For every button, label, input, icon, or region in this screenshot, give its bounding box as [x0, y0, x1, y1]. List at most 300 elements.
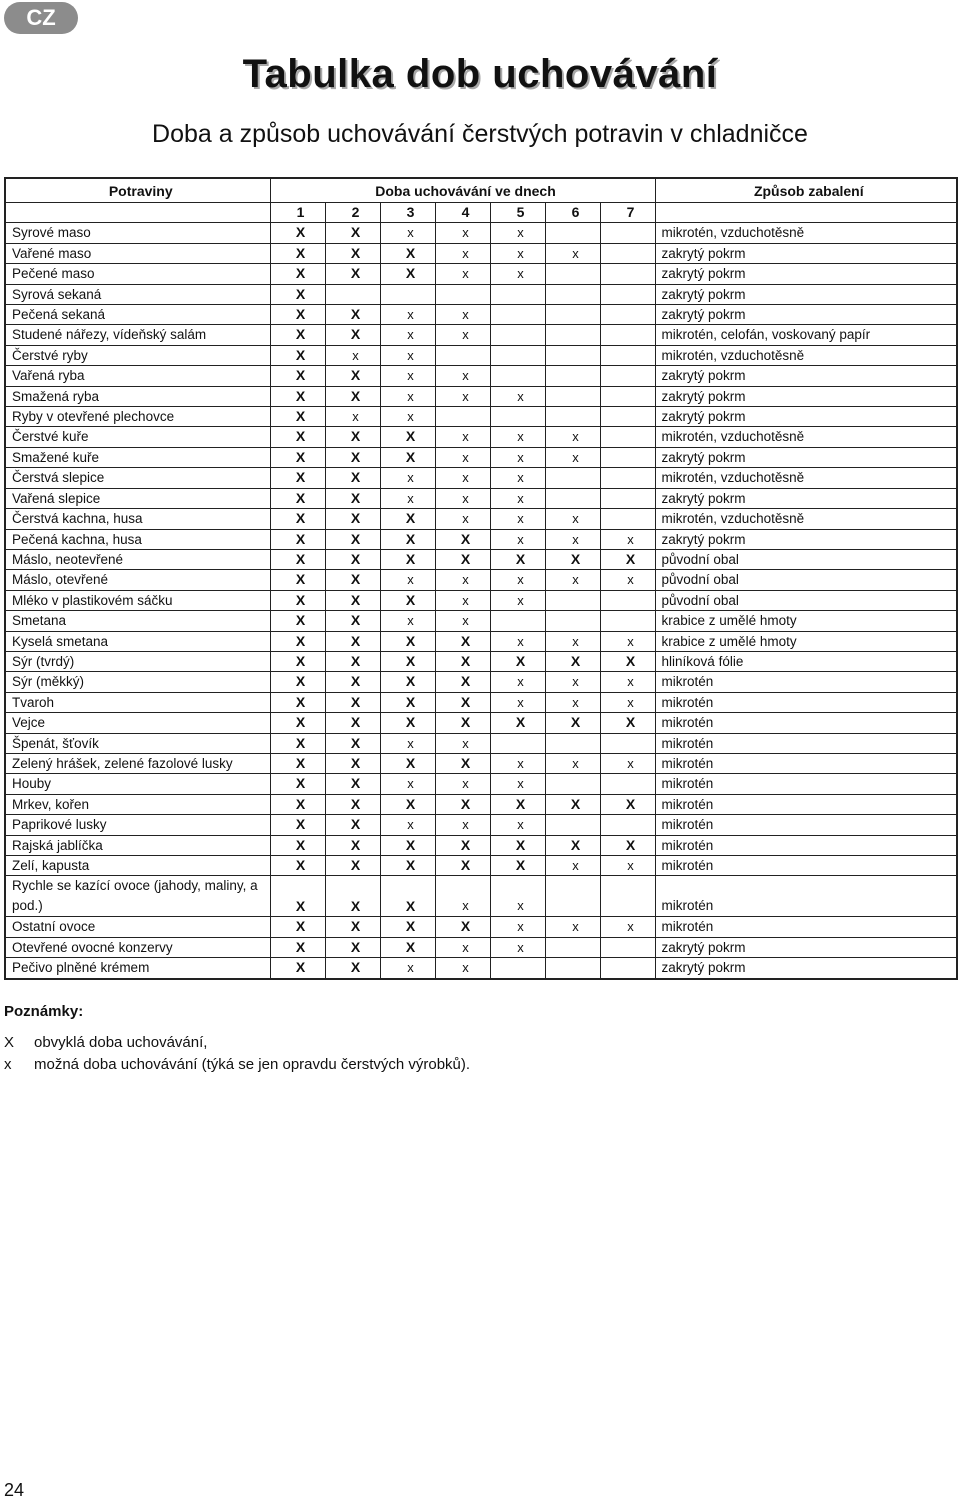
- day-3-cell: X: [380, 651, 435, 671]
- day-2-cell: X: [325, 794, 380, 814]
- packaging-cell: zakrytý pokrm: [655, 386, 957, 406]
- food-cell: Kyselá smetana: [5, 631, 270, 651]
- food-cell: Otevřené ovocné konzervy: [5, 937, 270, 957]
- day-3-cell: x: [380, 815, 435, 835]
- day-7-cell: X: [600, 713, 655, 733]
- day-4-cell: x: [435, 386, 490, 406]
- day-1-cell: X: [270, 692, 325, 712]
- day-6-cell: x: [545, 509, 600, 529]
- day-2-cell: x: [325, 345, 380, 365]
- table-row: [5, 692, 957, 712]
- day-6-cell: x: [545, 917, 600, 937]
- day-5-cell: x: [490, 631, 545, 651]
- table-row: [5, 488, 957, 508]
- day-1-cell: X: [270, 529, 325, 549]
- day-1-cell: X: [270, 549, 325, 569]
- day-3-cell: X: [380, 447, 435, 467]
- food-cell: Mrkev, kořen: [5, 794, 270, 814]
- day-4-cell: X: [435, 713, 490, 733]
- day-5-cell: [490, 366, 545, 386]
- food-cell: Vařená ryba: [5, 366, 270, 386]
- food-cell: Zelí, kapusta: [5, 856, 270, 876]
- day-number-header: 4: [435, 203, 490, 223]
- day-6-cell: [545, 325, 600, 345]
- day-7-cell: x: [600, 753, 655, 773]
- day-2-cell: X: [325, 305, 380, 325]
- packaging-cell: mikrotén, vzduchotěsně: [655, 427, 957, 447]
- day-7-cell: [600, 325, 655, 345]
- day-2-cell: X: [325, 590, 380, 610]
- day-7-cell: [600, 937, 655, 957]
- day-4-cell: X: [435, 631, 490, 651]
- day-1-cell: X: [270, 835, 325, 855]
- day-4-cell: x: [435, 427, 490, 447]
- food-cell: Vařená slepice: [5, 488, 270, 508]
- day-7-cell: [600, 509, 655, 529]
- packaging-cell: mikrotén, vzduchotěsně: [655, 223, 957, 243]
- food-cell: Pečivo plněné krémem: [5, 958, 270, 979]
- page-number: 24: [4, 1480, 25, 1500]
- table-row: [5, 407, 957, 427]
- note-symbol: x: [4, 1056, 12, 1073]
- day-2-cell: X: [325, 733, 380, 753]
- packaging-cell: hliníková fólie: [655, 651, 957, 671]
- food-cell: Zelený hrášek, zelené fazolové lusky: [5, 753, 270, 773]
- day-4-cell: x: [435, 958, 490, 979]
- day-4-cell: X: [435, 856, 490, 876]
- day-3-cell: x: [380, 488, 435, 508]
- table-row: [5, 876, 957, 917]
- table-row: [5, 305, 957, 325]
- day-7-cell: [600, 447, 655, 467]
- packaging-cell: mikrotén: [655, 794, 957, 814]
- day-2-cell: X: [325, 774, 380, 794]
- table-row: [5, 549, 957, 569]
- page-title: Tabulka dob uchovávání: [242, 52, 718, 96]
- packaging-cell: mikrotén, vzduchotěsně: [655, 345, 957, 365]
- food-cell: Sýr (tvrdý): [5, 651, 270, 671]
- day-3-cell: x: [380, 611, 435, 631]
- day-3-cell: X: [380, 549, 435, 569]
- food-cell: Pečená kachna, husa: [5, 529, 270, 549]
- day-7-cell: [600, 958, 655, 979]
- packaging-cell: zakrytý pokrm: [655, 407, 957, 427]
- day-4-cell: x: [435, 488, 490, 508]
- day-7-cell: x: [600, 672, 655, 692]
- day-3-cell: x: [380, 223, 435, 243]
- day-7-cell: [600, 427, 655, 447]
- day-number-header: 1: [270, 203, 325, 223]
- day-1-cell: X: [270, 815, 325, 835]
- day-6-cell: [545, 590, 600, 610]
- day-2-cell: X: [325, 447, 380, 467]
- day-6-cell: [545, 937, 600, 957]
- day-7-cell: [600, 407, 655, 427]
- day-7-cell: [600, 468, 655, 488]
- day-5-cell: [490, 345, 545, 365]
- day-5-cell: [490, 733, 545, 753]
- day-4-cell: x: [435, 937, 490, 957]
- day-1-cell: X: [270, 345, 325, 365]
- day-4-cell: x: [435, 243, 490, 263]
- table-row: [5, 672, 957, 692]
- day-6-cell: [545, 774, 600, 794]
- table-row: [5, 856, 957, 876]
- day-6-cell: x: [545, 753, 600, 773]
- food-cell: Čerstvá slepice: [5, 468, 270, 488]
- day-2-cell: X: [325, 549, 380, 569]
- day-number-header: 6: [545, 203, 600, 223]
- day-5-cell: [490, 325, 545, 345]
- day-4-cell: x: [435, 733, 490, 753]
- packaging-cell: původní obal: [655, 590, 957, 610]
- packaging-cell: mikrotén, celofán, voskovaný papír: [655, 325, 957, 345]
- food-cell: Tvaroh: [5, 692, 270, 712]
- day-3-cell: X: [380, 753, 435, 773]
- page-subtitle: Doba a způsob uchovávání čerstvých potravin v chladničce: [152, 120, 808, 148]
- day-5-cell: x: [490, 488, 545, 508]
- packaging-cell: krabice z umělé hmoty: [655, 631, 957, 651]
- day-1-cell: X: [270, 264, 325, 284]
- day-5-cell: X: [490, 549, 545, 569]
- day-3-cell: X: [380, 529, 435, 549]
- day-5-cell: x: [490, 264, 545, 284]
- day-6-cell: x: [545, 427, 600, 447]
- day-5-cell: X: [490, 713, 545, 733]
- packaging-cell: mikrotén: [655, 713, 957, 733]
- day-1-cell: X: [270, 590, 325, 610]
- day-3-cell: [380, 284, 435, 304]
- day-1-cell: X: [270, 794, 325, 814]
- day-3-cell: X: [380, 856, 435, 876]
- day-1-cell: X: [270, 753, 325, 773]
- table-row: [5, 815, 957, 835]
- day-1-cell: X: [270, 570, 325, 590]
- day-1-cell: X: [270, 651, 325, 671]
- table-row: [5, 611, 957, 631]
- day-3-cell: X: [380, 937, 435, 957]
- day-4-cell: x: [435, 264, 490, 284]
- day-2-cell: X: [325, 815, 380, 835]
- day-1-cell: X: [270, 509, 325, 529]
- day-3-cell: x: [380, 305, 435, 325]
- packaging-cell: mikrotén: [655, 672, 957, 692]
- day-3-cell: X: [380, 264, 435, 284]
- day-5-cell: x: [490, 590, 545, 610]
- day-7-cell: X: [600, 651, 655, 671]
- day-3-cell: X: [380, 590, 435, 610]
- day-4-cell: x: [435, 325, 490, 345]
- day-5-cell: x: [490, 692, 545, 712]
- packaging-cell: mikrotén: [655, 753, 957, 773]
- day-6-cell: [545, 815, 600, 835]
- table-row: [5, 651, 957, 671]
- food-cell: Máslo, neotevřené: [5, 549, 270, 569]
- day-7-cell: [600, 733, 655, 753]
- packaging-cell: mikrotén: [655, 815, 957, 835]
- day-4-cell: x: [435, 876, 490, 917]
- note-symbol: X: [4, 1034, 15, 1051]
- day-3-cell: X: [380, 243, 435, 263]
- day-1-cell: X: [270, 223, 325, 243]
- day-1-cell: X: [270, 611, 325, 631]
- day-5-cell: x: [490, 876, 545, 917]
- header-food: Potraviny: [5, 178, 270, 203]
- day-2-cell: X: [325, 856, 380, 876]
- day-6-cell: [545, 284, 600, 304]
- day-4-cell: x: [435, 774, 490, 794]
- header-spacer: [655, 203, 957, 223]
- day-3-cell: X: [380, 427, 435, 447]
- day-3-cell: x: [380, 774, 435, 794]
- packaging-cell: mikrotén: [655, 856, 957, 876]
- day-6-cell: [545, 264, 600, 284]
- day-4-cell: x: [435, 447, 490, 467]
- day-7-cell: X: [600, 835, 655, 855]
- day-7-cell: x: [600, 692, 655, 712]
- day-1-cell: X: [270, 407, 325, 427]
- storage-time-table: [4, 177, 958, 980]
- day-3-cell: X: [380, 672, 435, 692]
- notes-title: Poznámky:: [4, 1003, 84, 1020]
- day-5-cell: x: [490, 509, 545, 529]
- day-2-cell: [325, 284, 380, 304]
- header-packaging: Způsob zabalení: [655, 178, 957, 203]
- food-cell: Mléko v plastikovém sáčku: [5, 590, 270, 610]
- packaging-cell: zakrytý pokrm: [655, 488, 957, 508]
- day-6-cell: x: [545, 570, 600, 590]
- day-7-cell: X: [600, 549, 655, 569]
- day-number-header: 5: [490, 203, 545, 223]
- day-3-cell: X: [380, 631, 435, 651]
- day-2-cell: X: [325, 631, 380, 651]
- day-7-cell: [600, 345, 655, 365]
- food-cell: Rajská jablíčka: [5, 835, 270, 855]
- day-3-cell: x: [380, 366, 435, 386]
- day-6-cell: X: [545, 713, 600, 733]
- food-cell: Rychle se kazící ovoce (jahody, maliny, a pod.): [5, 876, 270, 917]
- day-5-cell: [490, 958, 545, 979]
- day-2-cell: X: [325, 876, 380, 917]
- day-4-cell: X: [435, 672, 490, 692]
- day-1-cell: X: [270, 672, 325, 692]
- food-cell: Čerstvé ryby: [5, 345, 270, 365]
- day-6-cell: x: [545, 529, 600, 549]
- day-4-cell: x: [435, 305, 490, 325]
- packaging-cell: mikrotén: [655, 692, 957, 712]
- day-4-cell: x: [435, 366, 490, 386]
- day-4-cell: x: [435, 223, 490, 243]
- day-3-cell: X: [380, 692, 435, 712]
- day-1-cell: X: [270, 325, 325, 345]
- language-badge: CZ: [4, 2, 78, 34]
- day-5-cell: x: [490, 570, 545, 590]
- table-row: [5, 713, 957, 733]
- day-4-cell: x: [435, 468, 490, 488]
- food-cell: Pečené maso: [5, 264, 270, 284]
- note-item: [4, 1034, 207, 1051]
- day-3-cell: x: [380, 386, 435, 406]
- food-cell: Syrová sekaná: [5, 284, 270, 304]
- day-7-cell: x: [600, 529, 655, 549]
- day-1-cell: X: [270, 856, 325, 876]
- day-1-cell: X: [270, 305, 325, 325]
- table-row: [5, 325, 957, 345]
- food-cell: Vejce: [5, 713, 270, 733]
- table-row: [5, 794, 957, 814]
- food-cell: Čerstvá kachna, husa: [5, 509, 270, 529]
- day-7-cell: [600, 611, 655, 631]
- day-7-cell: [600, 876, 655, 917]
- day-5-cell: x: [490, 427, 545, 447]
- day-7-cell: [600, 488, 655, 508]
- day-5-cell: x: [490, 243, 545, 263]
- table-row: [5, 223, 957, 243]
- table-row: [5, 447, 957, 467]
- day-6-cell: [545, 468, 600, 488]
- day-7-cell: X: [600, 794, 655, 814]
- table-row: [5, 937, 957, 957]
- note-text: obvyklá doba uchovávání,: [34, 1034, 208, 1051]
- day-4-cell: x: [435, 815, 490, 835]
- packaging-cell: mikrotén, vzduchotěsně: [655, 468, 957, 488]
- day-7-cell: [600, 223, 655, 243]
- packaging-cell: mikrotén: [655, 835, 957, 855]
- day-5-cell: [490, 284, 545, 304]
- food-cell: Vařené maso: [5, 243, 270, 263]
- day-1-cell: X: [270, 468, 325, 488]
- day-2-cell: X: [325, 835, 380, 855]
- day-2-cell: X: [325, 468, 380, 488]
- day-4-cell: X: [435, 753, 490, 773]
- day-4-cell: X: [435, 794, 490, 814]
- day-1-cell: X: [270, 447, 325, 467]
- day-3-cell: x: [380, 345, 435, 365]
- day-6-cell: [545, 958, 600, 979]
- day-number-header: 3: [380, 203, 435, 223]
- packaging-cell: zakrytý pokrm: [655, 447, 957, 467]
- day-5-cell: x: [490, 468, 545, 488]
- day-6-cell: [545, 366, 600, 386]
- packaging-cell: mikrotén: [655, 876, 957, 917]
- day-2-cell: X: [325, 917, 380, 937]
- day-5-cell: x: [490, 529, 545, 549]
- day-7-cell: [600, 590, 655, 610]
- food-cell: Ryby v otevřené plechovce: [5, 407, 270, 427]
- day-1-cell: X: [270, 733, 325, 753]
- day-6-cell: [545, 223, 600, 243]
- header-storage-days: Doba uchovávání ve dnech: [270, 178, 655, 203]
- header-spacer: [5, 203, 270, 223]
- table-row: [5, 917, 957, 937]
- day-1-cell: X: [270, 774, 325, 794]
- day-1-cell: X: [270, 488, 325, 508]
- day-7-cell: [600, 284, 655, 304]
- table-row: [5, 427, 957, 447]
- day-3-cell: x: [380, 325, 435, 345]
- packaging-cell: zakrytý pokrm: [655, 243, 957, 263]
- table-row: [5, 366, 957, 386]
- day-2-cell: X: [325, 223, 380, 243]
- day-6-cell: [545, 876, 600, 917]
- day-7-cell: x: [600, 856, 655, 876]
- day-6-cell: [545, 488, 600, 508]
- day-6-cell: [545, 407, 600, 427]
- food-cell: Pečená sekaná: [5, 305, 270, 325]
- day-2-cell: X: [325, 611, 380, 631]
- day-4-cell: x: [435, 590, 490, 610]
- day-6-cell: x: [545, 631, 600, 651]
- day-4-cell: X: [435, 917, 490, 937]
- day-3-cell: X: [380, 835, 435, 855]
- day-1-cell: X: [270, 386, 325, 406]
- table-row: [5, 958, 957, 979]
- food-cell: Špenát, šťovík: [5, 733, 270, 753]
- day-7-cell: x: [600, 570, 655, 590]
- day-4-cell: X: [435, 692, 490, 712]
- day-5-cell: X: [490, 651, 545, 671]
- day-3-cell: x: [380, 468, 435, 488]
- note-item: [4, 1056, 470, 1073]
- day-4-cell: [435, 407, 490, 427]
- day-2-cell: x: [325, 407, 380, 427]
- day-4-cell: X: [435, 651, 490, 671]
- day-1-cell: X: [270, 958, 325, 979]
- day-4-cell: X: [435, 529, 490, 549]
- packaging-cell: zakrytý pokrm: [655, 284, 957, 304]
- day-3-cell: X: [380, 713, 435, 733]
- day-1-cell: X: [270, 713, 325, 733]
- table-row: [5, 529, 957, 549]
- day-2-cell: X: [325, 325, 380, 345]
- day-2-cell: X: [325, 509, 380, 529]
- day-5-cell: [490, 611, 545, 631]
- table-row: [5, 733, 957, 753]
- day-2-cell: X: [325, 427, 380, 447]
- day-6-cell: X: [545, 794, 600, 814]
- day-2-cell: X: [325, 958, 380, 979]
- day-3-cell: x: [380, 570, 435, 590]
- packaging-cell: krabice z umělé hmoty: [655, 611, 957, 631]
- day-4-cell: x: [435, 509, 490, 529]
- day-2-cell: X: [325, 937, 380, 957]
- day-7-cell: [600, 305, 655, 325]
- day-6-cell: x: [545, 447, 600, 467]
- day-number-header: 7: [600, 203, 655, 223]
- packaging-cell: původní obal: [655, 570, 957, 590]
- day-5-cell: X: [490, 835, 545, 855]
- day-1-cell: X: [270, 284, 325, 304]
- packaging-cell: zakrytý pokrm: [655, 937, 957, 957]
- day-5-cell: X: [490, 856, 545, 876]
- day-4-cell: X: [435, 549, 490, 569]
- day-7-cell: [600, 366, 655, 386]
- table-row: [5, 774, 957, 794]
- day-6-cell: x: [545, 243, 600, 263]
- table-row: [5, 753, 957, 773]
- day-5-cell: x: [490, 815, 545, 835]
- day-7-cell: [600, 243, 655, 263]
- day-2-cell: X: [325, 672, 380, 692]
- day-6-cell: X: [545, 549, 600, 569]
- day-1-cell: X: [270, 937, 325, 957]
- day-1-cell: X: [270, 366, 325, 386]
- food-cell: Ostatní ovoce: [5, 917, 270, 937]
- day-5-cell: x: [490, 447, 545, 467]
- day-5-cell: x: [490, 917, 545, 937]
- note-text: možná doba uchovávání (týká se jen opravdu čerstvých výrobků).: [34, 1056, 471, 1073]
- day-2-cell: X: [325, 713, 380, 733]
